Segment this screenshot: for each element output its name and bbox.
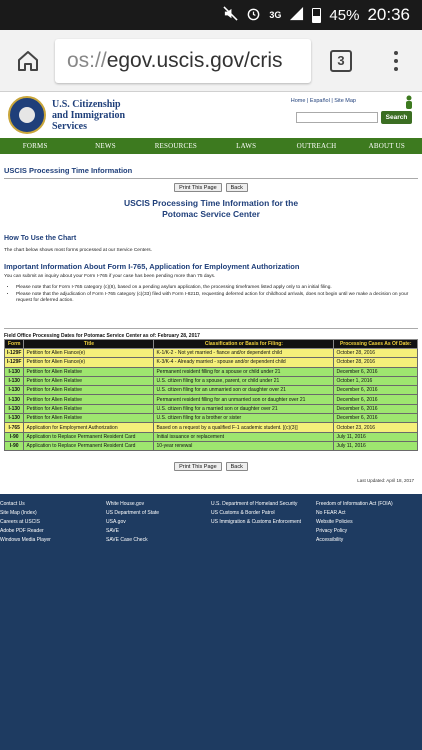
footer-col-3 (211, 500, 301, 527)
col-title: Title (24, 340, 154, 349)
col-form: Form (5, 340, 24, 349)
nav-news[interactable]: NEWS (95, 142, 116, 150)
footer-link[interactable]: Freedom of Information Act (FOIA) (316, 501, 393, 507)
url-scheme: os:// (67, 48, 107, 72)
list-item: • Please note that the adjudication of Form I-765 category (c)(33) filed with Form I-821D, requesting deferred action for childhood arrivals, does not begin until we make a decision on your request for deferred action. (16, 292, 412, 305)
cell-classification: Permanent resident filling for a spouse or child under 21 (154, 367, 334, 376)
footer-link[interactable]: Privacy Policy (316, 528, 348, 534)
cell-classification: U.S. citizen filing for an unmarried son or daughter over 21 (154, 386, 334, 395)
site-footer (0, 494, 422, 750)
clock: 20:36 (367, 5, 410, 24)
footer-link[interactable]: US Customs & Border Patrol (211, 510, 275, 516)
cell-date: December 6, 2016 (334, 367, 418, 376)
footer-link[interactable]: Website Policies (316, 519, 353, 525)
signal-icon (289, 6, 304, 24)
cell-form: I-90 (5, 441, 24, 450)
table-row (5, 367, 418, 376)
table-row (5, 376, 418, 385)
cell-title: Application for Employment Authorization (24, 423, 154, 432)
alarm-icon (246, 6, 261, 24)
network-type: 3G (269, 9, 282, 20)
cell-title: Application to Replace Permanent Resident Card (24, 432, 154, 441)
table-row (5, 414, 418, 423)
cell-date: December 6, 2016 (334, 404, 418, 413)
web-page (0, 92, 422, 750)
home-button[interactable] (0, 30, 55, 92)
tab-count: 3 (330, 50, 352, 72)
print-button[interactable]: Print This Page (174, 462, 222, 471)
cell-classification: K-3/K-4 - Already married - spouse and/or dependent child (154, 358, 334, 367)
overflow-menu-button[interactable] (371, 30, 421, 92)
footer-link[interactable]: SAVE (106, 528, 119, 534)
footer-link[interactable]: US Immigration & Customs Enforcement (211, 519, 302, 525)
cell-title: Petition for Alien Fiance(e) (24, 358, 154, 367)
important-text: You can submit an inquiry about your Form I-765 if your case has been pending more than 75 days. (4, 274, 216, 279)
footer-col-1 (0, 500, 51, 545)
cell-title: Petition for Alien Relative (24, 367, 154, 376)
table-caption: Field Office Processing Dates for Potomac Service Center as of: February 28, 2017 (4, 333, 200, 339)
table-row (5, 404, 418, 413)
cell-date: December 6, 2016 (334, 395, 418, 404)
back-button[interactable]: Back (226, 462, 248, 471)
cell-form: I-130 (5, 367, 24, 376)
cell-date: December 6, 2016 (334, 386, 418, 395)
cell-form: I-130 (5, 395, 24, 404)
cell-date: October 28, 2016 (334, 349, 418, 358)
cell-date: October 1, 2016 (334, 376, 418, 385)
cell-form: I-129F (5, 358, 24, 367)
footer-col-2 (106, 500, 159, 545)
dhs-seal-icon[interactable] (8, 96, 46, 134)
cell-form: I-765 (5, 423, 24, 432)
bottom-button-row (0, 462, 422, 471)
table-body (5, 349, 418, 451)
battery-icon (312, 8, 321, 23)
cell-classification: K-1/K-2 - Not yet married - fiance and/or dependent child (154, 349, 334, 358)
divider (4, 178, 418, 179)
divider (4, 328, 418, 329)
table-row (5, 358, 418, 367)
table-row (5, 432, 418, 441)
cell-form: I-130 (5, 386, 24, 395)
last-updated: Last Updated: April 18, 2017 (357, 478, 414, 483)
cell-form: I-90 (5, 432, 24, 441)
search-button[interactable]: Search (381, 111, 412, 124)
footer-link[interactable]: Accessibility (316, 537, 344, 543)
nav-forms[interactable]: FORMS (22, 142, 48, 150)
how-to-text: The chart below shows most forms processed at our Service Centers. (4, 248, 152, 253)
cell-date: October 28, 2016 (334, 358, 418, 367)
cell-date: July 11, 2016 (334, 441, 418, 450)
footer-link[interactable]: U.S. Department of Homeland Security (211, 501, 298, 507)
important-heading: Important Information About Form I-765, Application for Employment Authorization (4, 262, 300, 271)
cell-classification: U.S. citizen filing for a married son or daughter over 21 (154, 404, 334, 413)
dot-icon (394, 51, 398, 55)
col-date: Processing Cases As Of Date: (334, 340, 418, 349)
list-item: • Please note that for Form I-765 category (c)(8), based on a pending asylum application, the processing timeframes listed apply only to an initial filing. (16, 285, 412, 292)
cell-title: Petition for Alien Relative (24, 414, 154, 423)
cell-title: Petition for Alien Relative (24, 386, 154, 395)
page-heading: USCIS Processing Time Information (4, 166, 133, 175)
top-links[interactable]: Home | Español | Site Map (290, 98, 356, 104)
table-row (5, 423, 418, 432)
cell-title: Petition for Alien Relative (24, 395, 154, 404)
table-row (5, 441, 418, 450)
main-nav (0, 138, 422, 154)
table-row (5, 349, 418, 358)
search-input[interactable] (296, 112, 378, 123)
cell-form: I-130 (5, 376, 24, 385)
processing-table (4, 339, 418, 451)
nav-about-us[interactable]: ABOUT US (368, 142, 405, 150)
cell-classification: Initial issuance or replacement (154, 432, 334, 441)
cell-title: Application to Replace Permanent Resident Card (24, 441, 154, 450)
col-classification: Classification or Basis for Filing: (154, 340, 334, 349)
tabs-button[interactable] (311, 30, 371, 92)
url-text: egov.uscis.gov/cris (106, 48, 283, 72)
nav-laws[interactable]: LAWS (236, 142, 257, 150)
status-bar (0, 0, 422, 30)
footer-link[interactable]: US Department of State (106, 510, 160, 516)
dot-icon (394, 59, 398, 63)
cell-title: Petition for Alien Relative (24, 404, 154, 413)
footer-link[interactable]: Careers at USCIS (0, 519, 41, 525)
site-header (0, 92, 422, 138)
footer-link[interactable]: White House.gov (106, 501, 145, 507)
back-button[interactable]: Back (226, 183, 248, 192)
cell-form: I-130 (5, 404, 24, 413)
top-button-row (0, 183, 422, 192)
home-icon (16, 49, 40, 73)
footer-link[interactable]: Site Map (Index) (0, 510, 37, 516)
cell-date: December 6, 2016 (334, 414, 418, 423)
cell-title: Petition for Alien Fiance(e) (24, 349, 154, 358)
cell-date: October 23, 2016 (334, 423, 418, 432)
nav-resources[interactable]: RESOURCES (154, 142, 197, 150)
dot-icon (394, 67, 398, 71)
cell-classification: U.S. citizen filing for a spouse, parent, or child under 21 (154, 376, 334, 385)
footer-link[interactable]: USA.gov (106, 519, 126, 525)
cell-form: I-130 (5, 414, 24, 423)
mute-icon (223, 6, 238, 24)
cell-classification: 10-year renewal (154, 441, 334, 450)
table-row (5, 386, 418, 395)
cell-date: July 11, 2016 (334, 432, 418, 441)
cell-form: I-129F (5, 349, 24, 358)
person-icon (403, 95, 415, 109)
cell-classification: Based on a request by a qualified F-1 academic student. [(c)(3)] (154, 423, 334, 432)
battery-level: 45% (329, 6, 360, 24)
footer-link[interactable]: Adobe PDF Reader (0, 528, 44, 534)
page-title: USCIS Processing Time Information for the Potomac Service Center (123, 198, 299, 219)
footer-link[interactable]: No FEAR Act (316, 510, 346, 516)
footer-link[interactable]: Contact Us (0, 501, 25, 507)
print-button[interactable]: Print This Page (174, 183, 222, 192)
url-bar[interactable] (55, 39, 311, 83)
cell-classification: Permanent resident filling for an unmarried son or daughter over 21 (154, 395, 334, 404)
table-header-row (5, 340, 418, 349)
nav-outreach[interactable]: OUTREACH (296, 142, 337, 150)
agency-name[interactable]: U.S. Citizenship and Immigration Services (52, 99, 126, 132)
how-to-heading: How To Use the Chart (4, 235, 77, 242)
footer-link[interactable]: SAVE Case Check (106, 537, 148, 543)
browser-toolbar (0, 30, 422, 92)
notes-list (4, 285, 412, 305)
cell-classification: U.S. citizen filing for a brother or sister (154, 414, 334, 423)
footer-link[interactable]: Windows Media Player (0, 537, 51, 543)
cell-title: Petition for Alien Relative (24, 376, 154, 385)
table-row (5, 395, 418, 404)
footer-col-4 (316, 500, 393, 545)
